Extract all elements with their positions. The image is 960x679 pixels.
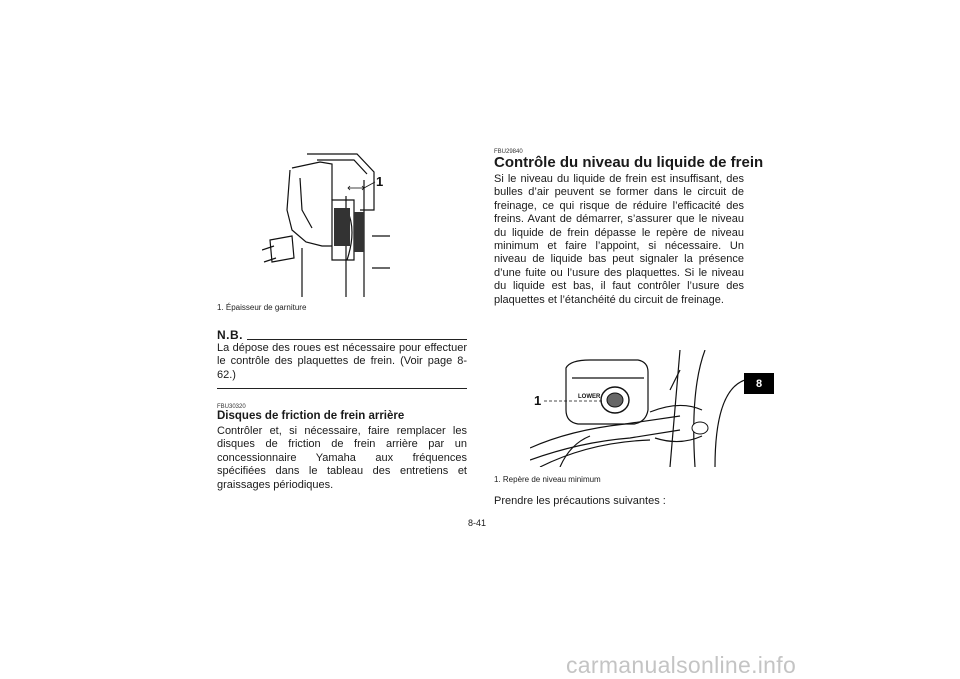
- brake-caliper-illustration: [262, 150, 390, 297]
- lower-level-mark: LOWER: [578, 394, 601, 400]
- note-title: N.B.: [217, 328, 243, 342]
- figure1-callout: 1: [376, 174, 384, 189]
- watermark: carmanualsonline.info: [566, 652, 797, 678]
- note-rule-bottom: [217, 388, 467, 389]
- section-code: FBU29840: [494, 149, 523, 155]
- note-text: La dépose des roues est nécessaire pour effectuer le contrôle des plaquettes de frein. (Voir page 8-62.): [217, 342, 467, 381]
- figure2-callout: 1: [534, 393, 542, 408]
- figure1-caption: 1. Épaisseur de garniture: [217, 303, 307, 312]
- section-heading: Disques de friction de frein arrière: [217, 410, 405, 422]
- section-text: Contrôler et, si nécessaire, faire remplacer les disques de friction de frein arrière par un concessionnaire Yamaha aux fréquences spécifiées dans le tableau des entretiens et graissages périodiques.: [217, 425, 467, 491]
- note-rule-top: [247, 339, 467, 340]
- section-heading: Contrôle du niveau du liquide de frein: [494, 154, 764, 171]
- section-text: Si le niveau du liquide de frein est insuffisant, des bulles d’air peuvent se former dans le circuit de freinage, ce qui risque de réduire l’efficacité des freins. Avant de démarrer, s’assurer que le niveau du liquide de frein dépasse le repère de niveau minimum et faire l’appoint, si nécessaire. Un niveau de liquide bas peut signaler la présence d’une fuite ou l’usure des plaquettes. Si le niveau du liquide est bas, il faut contrôler l’usure des plaquettes et l’étanchéité du circuit de freinage.: [494, 173, 744, 306]
- chapter-tab: 8: [744, 373, 774, 394]
- page-number: 8-41: [468, 518, 487, 528]
- figure2-caption: 1. Repère de niveau minimum: [494, 475, 601, 484]
- brake-fluid-reservoir-illustration: [530, 350, 745, 467]
- section-code: FBU30320: [217, 404, 246, 410]
- closing-text: Prendre les précautions suivantes :: [494, 495, 666, 507]
